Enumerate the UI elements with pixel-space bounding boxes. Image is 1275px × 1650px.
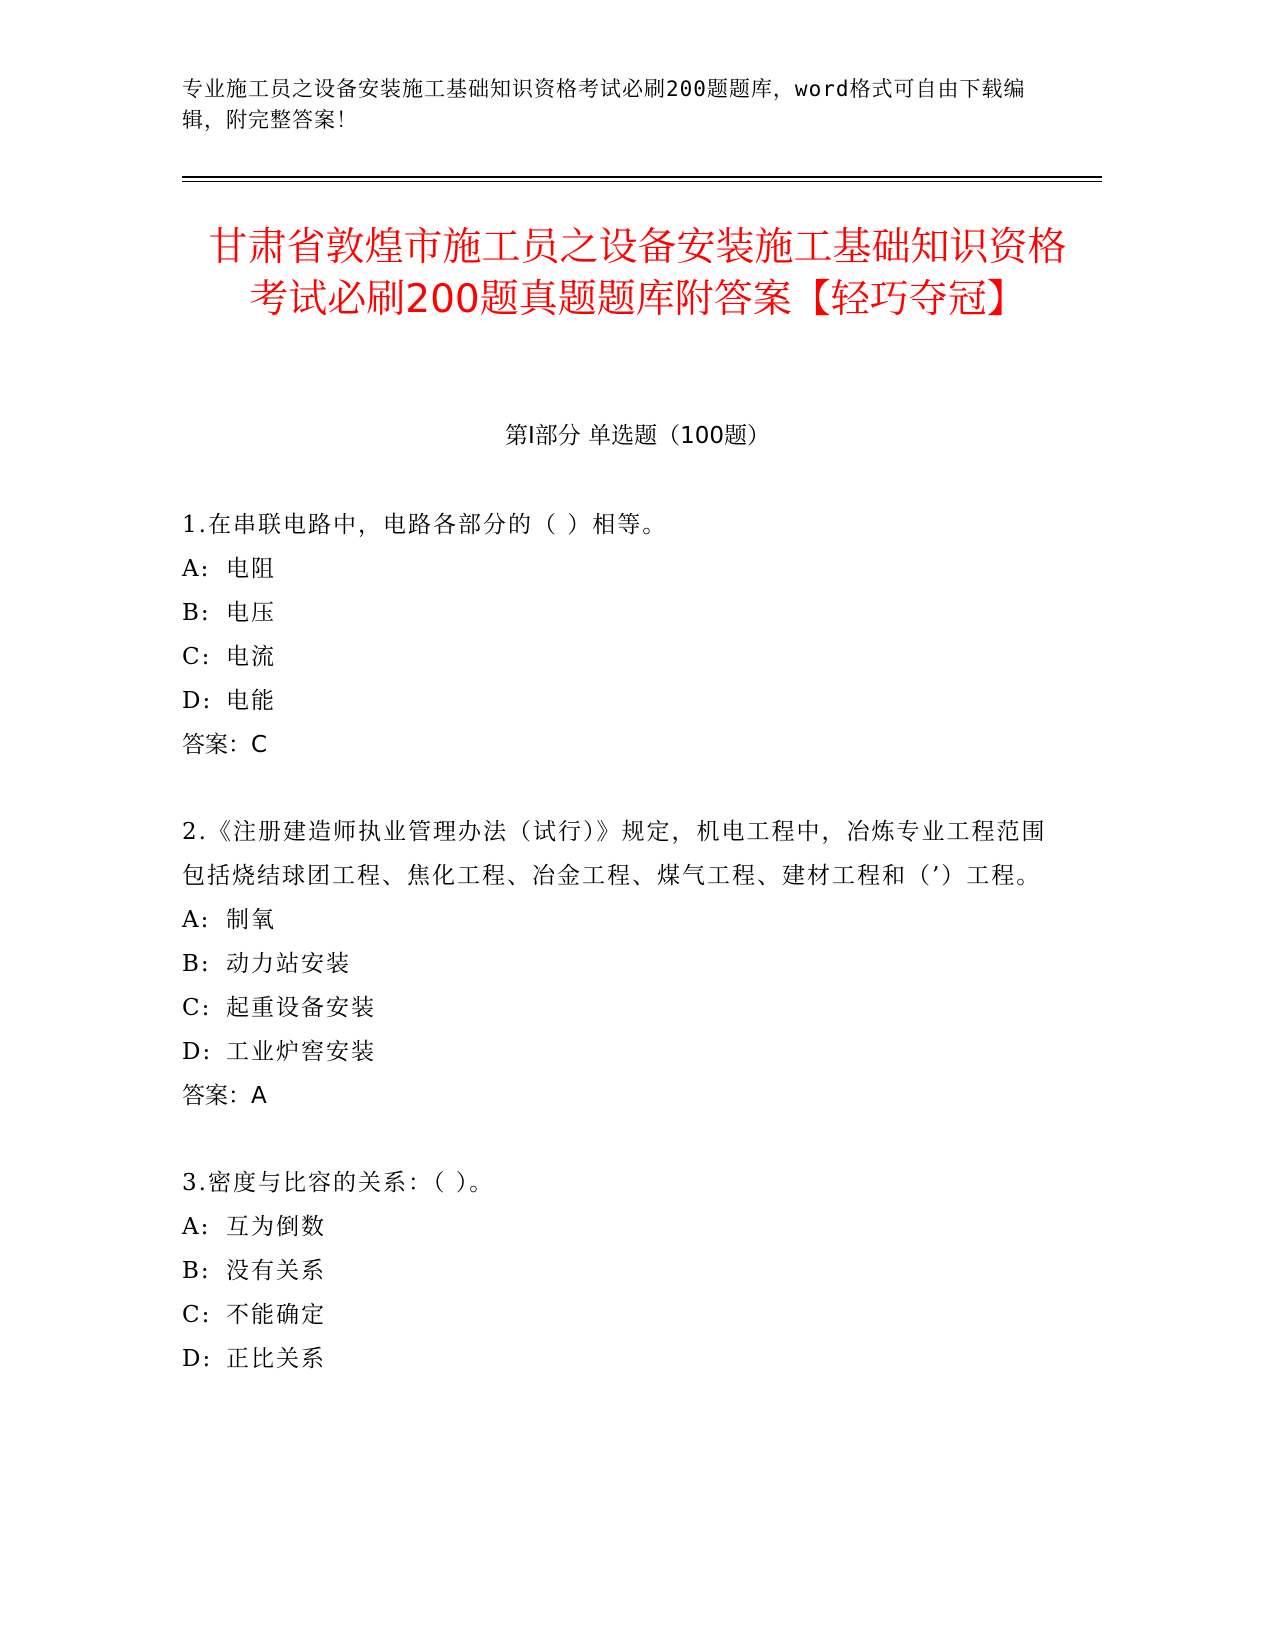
header-note: 专业施工员之设备安装施工基础知识资格考试必刷200题题库，word格式可自由下载编辑，附完整答案！ (182, 77, 1026, 132)
question-3 (182, 1161, 1062, 1381)
option-b (182, 1249, 1062, 1293)
option-text: 电能 (226, 688, 276, 714)
option-b (182, 591, 1062, 635)
option-text: 电流 (226, 644, 276, 670)
question-stem: 2.《注册建造师执业管理办法（试行）》规定，机电工程中，冶炼专业工程范围包括烧结球团工程、焦化工程、冶金工程、煤气工程、建材工程和（’）工程。 (182, 819, 1047, 889)
header-divider-thin (182, 181, 1102, 182)
option-text: 正比关系 (226, 1346, 326, 1372)
question-list (182, 503, 1062, 1424)
option-key: C: (182, 995, 212, 1021)
option-a (182, 547, 1062, 591)
option-text: 起重设备安装 (226, 995, 376, 1021)
option-a (182, 898, 1062, 942)
question-1 (182, 503, 1062, 767)
option-b (182, 942, 1062, 986)
option-key: A: (182, 907, 211, 933)
question-2 (182, 810, 1062, 1118)
option-c (182, 635, 1062, 679)
option-key: D: (182, 1039, 213, 1065)
option-text: 动力站安装 (226, 951, 351, 977)
option-d (182, 1030, 1062, 1074)
option-d (182, 1337, 1062, 1381)
option-c (182, 986, 1062, 1030)
option-text: 电压 (226, 600, 276, 626)
document-title: 甘肃省敦煌市施工员之设备安装施工基础知识资格考试必刷200题真题题库附答案【轻巧夺冠】 (208, 225, 1067, 322)
question-stem: 1.在串联电路中，电路各部分的（ ）相等。 (182, 512, 668, 538)
option-a (182, 1205, 1062, 1249)
option-c (182, 1293, 1062, 1337)
option-key: B: (182, 951, 211, 977)
option-text: 不能确定 (226, 1302, 326, 1328)
header-divider-thick (182, 176, 1102, 178)
option-text: 没有关系 (226, 1258, 326, 1284)
option-key: C: (182, 644, 212, 670)
question-answer: 答案：C (182, 732, 268, 758)
option-text: 制氧 (226, 907, 276, 933)
option-key: D: (182, 1346, 213, 1372)
option-text: 电阻 (226, 556, 276, 582)
option-key: D: (182, 688, 213, 714)
question-answer: 答案：A (182, 1083, 267, 1109)
option-d (182, 679, 1062, 723)
option-key: A: (182, 1214, 211, 1240)
option-key: A: (182, 556, 211, 582)
question-stem: 3.密度与比容的关系：（ ）。 (182, 1170, 495, 1196)
option-text: 工业炉窖安装 (226, 1039, 376, 1065)
option-key: B: (182, 600, 211, 626)
option-text: 互为倒数 (226, 1214, 326, 1240)
option-key: B: (182, 1258, 211, 1284)
section-heading: 第Ⅰ部分 单选题（100题） (505, 423, 770, 449)
option-key: C: (182, 1302, 212, 1328)
